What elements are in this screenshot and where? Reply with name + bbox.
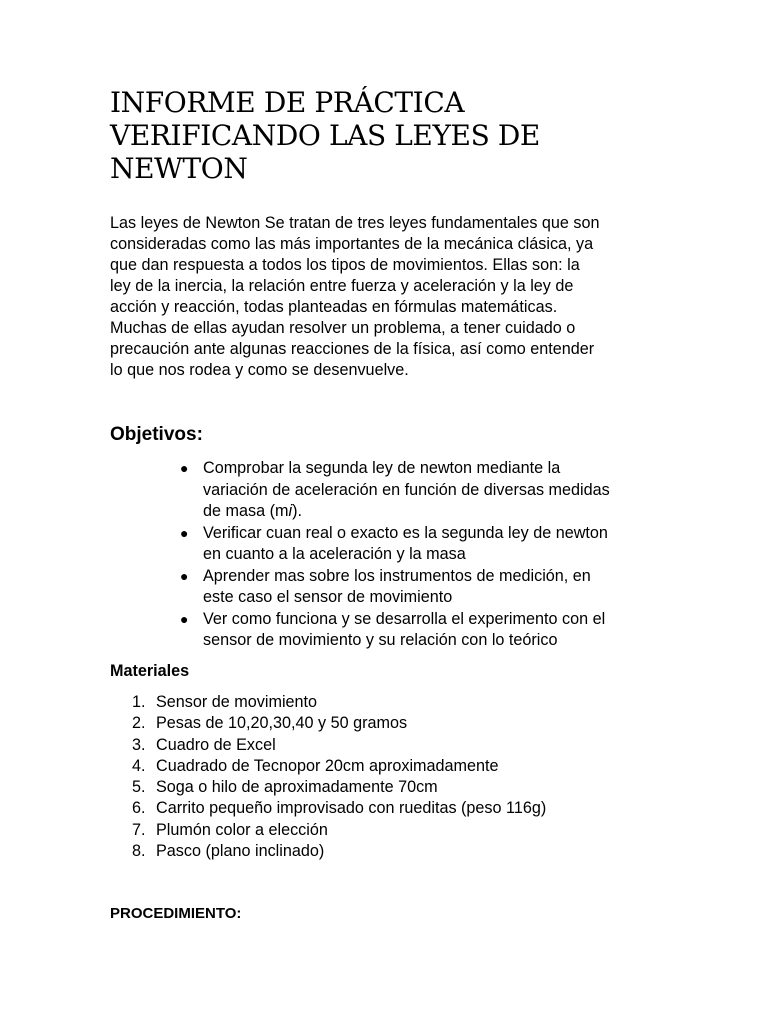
list-item-text: Sensor de movimiento — [156, 693, 318, 711]
list-item — [132, 777, 546, 798]
list-item-text: Soga o hilo de aproximadamente 70cm — [156, 778, 438, 797]
list-item — [132, 756, 546, 777]
list-item-text: Cuadrado de Tecnopor 20cm aproximadamente — [156, 756, 499, 775]
list-item — [132, 735, 546, 756]
list-number: 2. — [132, 714, 146, 733]
list-item-line: en cuanto a la aceleración y la masa — [203, 545, 466, 563]
list-number: 4. — [132, 756, 146, 775]
list-item — [180, 566, 673, 609]
list-item-line — [203, 501, 673, 523]
list-item-text: Pesas de 10,20,30,40 y 50 gramos — [156, 714, 408, 733]
list-item-line: sensor de movimiento y su relación con lo teórico — [203, 631, 558, 649]
bullet-icon: ● — [180, 524, 189, 541]
list-item-text: de masa (m — [203, 502, 289, 520]
list-item-italic: i — [288, 502, 293, 520]
list-item — [132, 841, 546, 862]
list-item-text: Plumón color a elección — [156, 820, 328, 839]
title-line: INFORME DE PRÁCTICA — [110, 86, 465, 119]
intro-line: Las leyes de Newton Se tratan de tres leyes fundamentales que son — [110, 214, 600, 232]
list-item — [132, 713, 546, 734]
intro-paragraph — [110, 213, 670, 381]
document-title — [110, 86, 670, 185]
list-item — [132, 692, 546, 713]
intro-line: que dan respuesta a todos los tipos de movimientos. Ellas son: la — [110, 256, 580, 274]
list-item-text: Pasco (plano inclinado) — [156, 842, 325, 861]
list-item-line: Ver como funciona y se desarrolla el experimento con el — [203, 609, 606, 628]
list-number: 3. — [132, 735, 146, 754]
title-line: NEWTON — [110, 152, 248, 185]
title-line: VERIFICANDO LAS LEYES DE — [110, 119, 540, 152]
intro-line: ley de la inercia, la relación entre fuerza y aceleración y la ley de — [110, 277, 574, 295]
intro-line: precaución ante algunas reacciones de la física, así como entender — [110, 340, 595, 358]
materiales-heading: Materiales — [110, 662, 190, 680]
list-item-text: Carrito pequeño improvisado con rueditas (peso 116g) — [156, 799, 547, 818]
bullet-icon: ● — [180, 460, 189, 476]
intro-line: consideradas como las más importantes de la mecánica clásica, ya — [110, 235, 594, 253]
list-item — [180, 523, 673, 566]
list-number: 1. — [132, 693, 146, 711]
procedimiento-heading: PROCEDIMIENTO: — [110, 905, 242, 922]
list-number: 6. — [132, 799, 146, 818]
list-item — [132, 820, 546, 841]
list-number: 8. — [132, 842, 146, 861]
list-item-line: variación de aceleración en función de diversas medidas — [203, 480, 610, 499]
list-item — [132, 798, 547, 819]
list-item-line: Aprender mas sobre los instrumentos de medición, en — [203, 566, 591, 585]
list-item-line: este caso el sensor de movimiento — [203, 588, 453, 606]
intro-line: lo que nos rodea y como se desenvuelve. — [110, 361, 409, 379]
list-item — [180, 458, 673, 523]
list-item-text: Cuadro de Excel — [156, 735, 276, 754]
materiales-list — [132, 692, 547, 862]
bullet-icon: ● — [180, 610, 189, 627]
objetivos-list — [180, 458, 673, 652]
objetivos-heading: Objetivos: — [110, 424, 203, 445]
list-item-line: Verificar cuan real o exacto es la segunda ley de newton — [203, 523, 608, 542]
intro-line: Muchas de ellas ayudan resolver un problema, a tener cuidado o — [110, 319, 576, 337]
list-number: 5. — [132, 778, 146, 797]
list-item-text: ). — [292, 502, 302, 520]
intro-line: acción y reacción, todas planteadas en fórmulas matemáticas. — [110, 298, 558, 316]
bullet-icon: ● — [180, 567, 189, 584]
list-item — [180, 609, 673, 652]
list-item-line: Comprobar la segunda ley de newton mediante la — [203, 459, 561, 477]
list-number: 7. — [132, 820, 146, 839]
